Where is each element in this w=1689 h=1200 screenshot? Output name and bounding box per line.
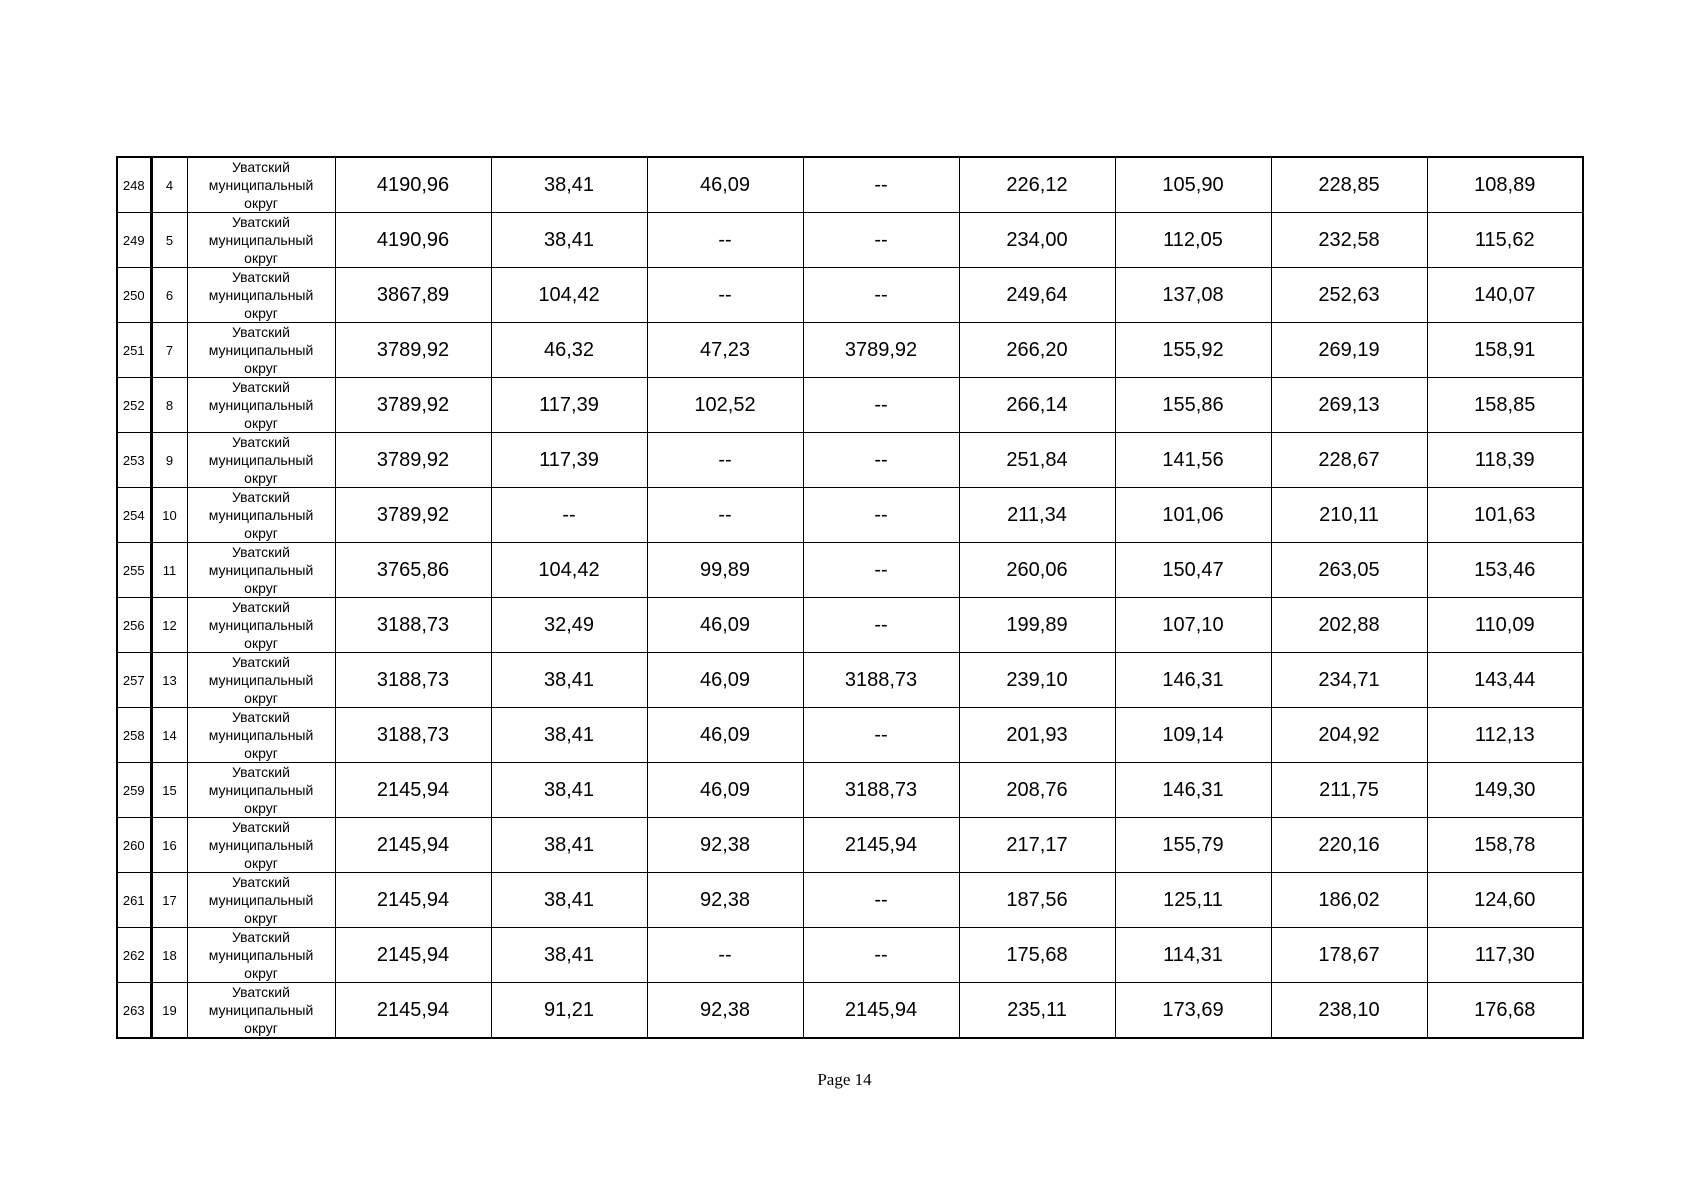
value-cell: 204,92 xyxy=(1271,708,1427,763)
value-cell: 104,42 xyxy=(491,268,647,323)
value-cell: 3789,92 xyxy=(335,433,491,488)
municipality-name-line: Уватский xyxy=(232,379,290,395)
value-cell: 211,75 xyxy=(1271,763,1427,818)
table-row xyxy=(117,818,1583,873)
item-index-cell: 13 xyxy=(151,653,187,708)
value-cell: 234,00 xyxy=(959,213,1115,268)
row-number-cell: 263 xyxy=(117,983,151,1039)
value-cell: 46,09 xyxy=(647,763,803,818)
value-cell: 110,09 xyxy=(1427,598,1583,653)
value-cell: 46,09 xyxy=(647,708,803,763)
municipality-name-line: муниципальный xyxy=(208,672,314,688)
value-cell: 217,17 xyxy=(959,818,1115,873)
value-cell: -- xyxy=(803,488,959,543)
value-cell: -- xyxy=(803,433,959,488)
item-index-cell: 14 xyxy=(151,708,187,763)
municipality-name-line: муниципальный xyxy=(208,837,314,853)
value-cell: -- xyxy=(647,928,803,983)
table-row xyxy=(117,653,1583,708)
value-cell: 269,13 xyxy=(1271,378,1427,433)
table-row xyxy=(117,323,1583,378)
row-number-cell: 251 xyxy=(117,323,151,378)
value-cell: -- xyxy=(803,378,959,433)
municipality-name-line: округ xyxy=(244,800,278,816)
value-cell: 91,21 xyxy=(491,983,647,1039)
value-cell: 263,05 xyxy=(1271,543,1427,598)
municipality-name-line: округ xyxy=(244,470,278,486)
value-cell: 2145,94 xyxy=(335,983,491,1039)
row-number-cell: 249 xyxy=(117,213,151,268)
value-cell: -- xyxy=(647,213,803,268)
value-cell: 239,10 xyxy=(959,653,1115,708)
municipality-name-cell xyxy=(187,378,335,433)
value-cell: 3188,73 xyxy=(803,653,959,708)
municipality-name-line: муниципальный xyxy=(208,947,314,963)
value-cell: 46,09 xyxy=(647,598,803,653)
municipality-name-cell xyxy=(187,433,335,488)
municipality-name-cell xyxy=(187,488,335,543)
value-cell: 3789,92 xyxy=(803,323,959,378)
municipality-name-line: округ xyxy=(244,1020,278,1036)
value-cell: 175,68 xyxy=(959,928,1115,983)
value-cell: 155,79 xyxy=(1115,818,1271,873)
value-cell: 3867,89 xyxy=(335,268,491,323)
table-row xyxy=(117,708,1583,763)
value-cell: 176,68 xyxy=(1427,983,1583,1039)
municipality-name-line: округ xyxy=(244,690,278,706)
value-cell: 260,06 xyxy=(959,543,1115,598)
municipality-name-line: муниципальный xyxy=(208,342,314,358)
municipality-name-line: муниципальный xyxy=(208,892,314,908)
value-cell: -- xyxy=(803,708,959,763)
table-row xyxy=(117,213,1583,268)
value-cell: 143,44 xyxy=(1427,653,1583,708)
value-cell: 117,30 xyxy=(1427,928,1583,983)
municipality-name-cell xyxy=(187,928,335,983)
value-cell: 266,20 xyxy=(959,323,1115,378)
value-cell: 32,49 xyxy=(491,598,647,653)
row-number-cell: 261 xyxy=(117,873,151,928)
value-cell: 226,12 xyxy=(959,157,1115,213)
value-cell: 2145,94 xyxy=(335,763,491,818)
municipality-name-line: муниципальный xyxy=(208,507,314,523)
value-cell: -- xyxy=(647,433,803,488)
value-cell: 2145,94 xyxy=(803,818,959,873)
row-number-cell: 253 xyxy=(117,433,151,488)
table-row xyxy=(117,763,1583,818)
municipality-name-line: муниципальный xyxy=(208,617,314,633)
table-row xyxy=(117,157,1583,213)
municipality-name-line: Уватский xyxy=(232,819,290,835)
table-row xyxy=(117,488,1583,543)
value-cell: -- xyxy=(803,928,959,983)
value-cell: 92,38 xyxy=(647,818,803,873)
row-number-cell: 250 xyxy=(117,268,151,323)
municipality-name-line: муниципальный xyxy=(208,782,314,798)
value-cell: 114,31 xyxy=(1115,928,1271,983)
municipality-name-line: Уватский xyxy=(232,654,290,670)
value-cell: 125,11 xyxy=(1115,873,1271,928)
municipality-name-line: Уватский xyxy=(232,929,290,945)
value-cell: 249,64 xyxy=(959,268,1115,323)
value-cell: -- xyxy=(491,488,647,543)
value-cell: 210,11 xyxy=(1271,488,1427,543)
value-cell: 158,91 xyxy=(1427,323,1583,378)
value-cell: 3789,92 xyxy=(335,378,491,433)
value-cell: 2145,94 xyxy=(335,928,491,983)
value-cell: 38,41 xyxy=(491,213,647,268)
table-row xyxy=(117,433,1583,488)
value-cell: -- xyxy=(647,268,803,323)
table-row xyxy=(117,928,1583,983)
row-number-cell: 254 xyxy=(117,488,151,543)
municipality-name-line: округ xyxy=(244,855,278,871)
value-cell: 38,41 xyxy=(491,653,647,708)
value-cell: 47,23 xyxy=(647,323,803,378)
municipality-name-line: Уватский xyxy=(232,269,290,285)
municipality-name-line: округ xyxy=(244,910,278,926)
item-index-cell: 4 xyxy=(151,157,187,213)
value-cell: 38,41 xyxy=(491,928,647,983)
item-index-cell: 5 xyxy=(151,213,187,268)
municipality-name-line: округ xyxy=(244,580,278,596)
value-cell: 146,31 xyxy=(1115,763,1271,818)
item-index-cell: 12 xyxy=(151,598,187,653)
value-cell: 92,38 xyxy=(647,983,803,1039)
municipality-name-cell xyxy=(187,653,335,708)
value-cell: 101,63 xyxy=(1427,488,1583,543)
value-cell: 112,05 xyxy=(1115,213,1271,268)
item-index-cell: 19 xyxy=(151,983,187,1039)
municipality-name-line: Уватский xyxy=(232,544,290,560)
value-cell: 220,16 xyxy=(1271,818,1427,873)
municipality-name-line: округ xyxy=(244,965,278,981)
value-cell: 38,41 xyxy=(491,708,647,763)
value-cell: 149,30 xyxy=(1427,763,1583,818)
municipality-name-line: округ xyxy=(244,360,278,376)
table-body xyxy=(117,157,1583,1038)
value-cell: 208,76 xyxy=(959,763,1115,818)
value-cell: 112,13 xyxy=(1427,708,1583,763)
municipality-name-line: Уватский xyxy=(232,214,290,230)
value-cell: 153,46 xyxy=(1427,543,1583,598)
row-number-cell: 260 xyxy=(117,818,151,873)
value-cell: 146,31 xyxy=(1115,653,1271,708)
row-number-cell: 248 xyxy=(117,157,151,213)
value-cell: 251,84 xyxy=(959,433,1115,488)
municipality-name-line: муниципальный xyxy=(208,397,314,413)
value-cell: 46,09 xyxy=(647,653,803,708)
municipality-name-cell xyxy=(187,213,335,268)
value-cell: 186,02 xyxy=(1271,873,1427,928)
row-number-cell: 258 xyxy=(117,708,151,763)
value-cell: 3188,73 xyxy=(335,653,491,708)
value-cell: 234,71 xyxy=(1271,653,1427,708)
value-cell: 228,67 xyxy=(1271,433,1427,488)
municipality-name-line: Уватский xyxy=(232,984,290,1000)
item-index-cell: 7 xyxy=(151,323,187,378)
value-cell: 38,41 xyxy=(491,818,647,873)
row-number-cell: 255 xyxy=(117,543,151,598)
municipality-name-cell xyxy=(187,873,335,928)
value-cell: -- xyxy=(803,268,959,323)
value-cell: 118,39 xyxy=(1427,433,1583,488)
municipality-name-line: округ xyxy=(244,635,278,651)
value-cell: 266,14 xyxy=(959,378,1115,433)
row-number-cell: 262 xyxy=(117,928,151,983)
municipality-name-line: округ xyxy=(244,525,278,541)
value-cell: 109,14 xyxy=(1115,708,1271,763)
value-cell: 38,41 xyxy=(491,873,647,928)
item-index-cell: 10 xyxy=(151,488,187,543)
table-row xyxy=(117,543,1583,598)
value-cell: 3188,73 xyxy=(335,708,491,763)
value-cell: 199,89 xyxy=(959,598,1115,653)
municipality-name-cell xyxy=(187,323,335,378)
municipality-name-cell xyxy=(187,708,335,763)
value-cell: 3188,73 xyxy=(335,598,491,653)
value-cell: 115,62 xyxy=(1427,213,1583,268)
table-row xyxy=(117,983,1583,1039)
municipality-name-line: муниципальный xyxy=(208,177,314,193)
municipality-name-line: муниципальный xyxy=(208,287,314,303)
value-cell: 238,10 xyxy=(1271,983,1427,1039)
row-number-cell: 259 xyxy=(117,763,151,818)
value-cell: 211,34 xyxy=(959,488,1115,543)
value-cell: 155,86 xyxy=(1115,378,1271,433)
value-cell: -- xyxy=(803,873,959,928)
value-cell: 92,38 xyxy=(647,873,803,928)
value-cell: 38,41 xyxy=(491,157,647,213)
value-cell: 202,88 xyxy=(1271,598,1427,653)
municipality-name-cell xyxy=(187,983,335,1039)
municipality-name-line: Уватский xyxy=(232,159,290,175)
value-cell: 150,47 xyxy=(1115,543,1271,598)
value-cell: 252,63 xyxy=(1271,268,1427,323)
value-cell: -- xyxy=(647,488,803,543)
value-cell: 117,39 xyxy=(491,433,647,488)
value-cell: 269,19 xyxy=(1271,323,1427,378)
municipality-name-line: муниципальный xyxy=(208,1002,314,1018)
value-cell: 46,32 xyxy=(491,323,647,378)
municipality-name-cell xyxy=(187,598,335,653)
municipality-name-line: Уватский xyxy=(232,324,290,340)
value-cell: 105,90 xyxy=(1115,157,1271,213)
municipality-name-line: муниципальный xyxy=(208,452,314,468)
table-row xyxy=(117,268,1583,323)
municipality-name-cell xyxy=(187,763,335,818)
value-cell: 117,39 xyxy=(491,378,647,433)
value-cell: 104,42 xyxy=(491,543,647,598)
value-cell: -- xyxy=(803,157,959,213)
municipality-name-cell xyxy=(187,157,335,213)
value-cell: 102,52 xyxy=(647,378,803,433)
table-row xyxy=(117,378,1583,433)
value-cell: 2145,94 xyxy=(803,983,959,1039)
municipality-name-line: Уватский xyxy=(232,709,290,725)
value-cell: 158,78 xyxy=(1427,818,1583,873)
item-index-cell: 15 xyxy=(151,763,187,818)
value-cell: -- xyxy=(803,213,959,268)
value-cell: 107,10 xyxy=(1115,598,1271,653)
municipality-name-line: Уватский xyxy=(232,874,290,890)
value-cell: 124,60 xyxy=(1427,873,1583,928)
item-index-cell: 9 xyxy=(151,433,187,488)
municipality-name-cell xyxy=(187,268,335,323)
municipality-name-line: округ xyxy=(244,305,278,321)
item-index-cell: 11 xyxy=(151,543,187,598)
municipality-name-line: Уватский xyxy=(232,599,290,615)
value-cell: 2145,94 xyxy=(335,873,491,928)
value-cell: 141,56 xyxy=(1115,433,1271,488)
value-cell: 140,07 xyxy=(1427,268,1583,323)
municipality-name-cell xyxy=(187,543,335,598)
value-cell: 173,69 xyxy=(1115,983,1271,1039)
municipality-name-line: округ xyxy=(244,745,278,761)
value-cell: 2145,94 xyxy=(335,818,491,873)
value-cell: 101,06 xyxy=(1115,488,1271,543)
value-cell: 108,89 xyxy=(1427,157,1583,213)
value-cell: 4190,96 xyxy=(335,157,491,213)
municipality-name-line: муниципальный xyxy=(208,727,314,743)
value-cell: 38,41 xyxy=(491,763,647,818)
municipality-name-line: округ xyxy=(244,415,278,431)
value-cell: 3765,86 xyxy=(335,543,491,598)
value-cell: 137,08 xyxy=(1115,268,1271,323)
item-index-cell: 17 xyxy=(151,873,187,928)
municipality-name-line: муниципальный xyxy=(208,232,314,248)
item-index-cell: 18 xyxy=(151,928,187,983)
row-number-cell: 252 xyxy=(117,378,151,433)
value-cell: -- xyxy=(803,543,959,598)
value-cell: 235,11 xyxy=(959,983,1115,1039)
item-index-cell: 8 xyxy=(151,378,187,433)
municipality-name-line: округ xyxy=(244,195,278,211)
value-cell: 46,09 xyxy=(647,157,803,213)
row-number-cell: 257 xyxy=(117,653,151,708)
value-cell: 3789,92 xyxy=(335,323,491,378)
data-table xyxy=(116,156,1584,1039)
municipality-name-line: Уватский xyxy=(232,764,290,780)
value-cell: 228,85 xyxy=(1271,157,1427,213)
value-cell: 232,58 xyxy=(1271,213,1427,268)
value-cell: 187,56 xyxy=(959,873,1115,928)
page-number: Page 14 xyxy=(817,1070,872,1089)
value-cell: 3789,92 xyxy=(335,488,491,543)
row-number-cell: 256 xyxy=(117,598,151,653)
municipality-name-line: Уватский xyxy=(232,489,290,505)
value-cell: 155,92 xyxy=(1115,323,1271,378)
value-cell: -- xyxy=(803,598,959,653)
value-cell: 201,93 xyxy=(959,708,1115,763)
table-row xyxy=(117,873,1583,928)
item-index-cell: 6 xyxy=(151,268,187,323)
value-cell: 99,89 xyxy=(647,543,803,598)
municipality-name-cell xyxy=(187,818,335,873)
municipality-name-line: Уватский xyxy=(232,434,290,450)
value-cell: 158,85 xyxy=(1427,378,1583,433)
value-cell: 178,67 xyxy=(1271,928,1427,983)
value-cell: 4190,96 xyxy=(335,213,491,268)
municipality-name-line: округ xyxy=(244,250,278,266)
municipality-name-line: муниципальный xyxy=(208,562,314,578)
value-cell: 3188,73 xyxy=(803,763,959,818)
item-index-cell: 16 xyxy=(151,818,187,873)
table-row xyxy=(117,598,1583,653)
